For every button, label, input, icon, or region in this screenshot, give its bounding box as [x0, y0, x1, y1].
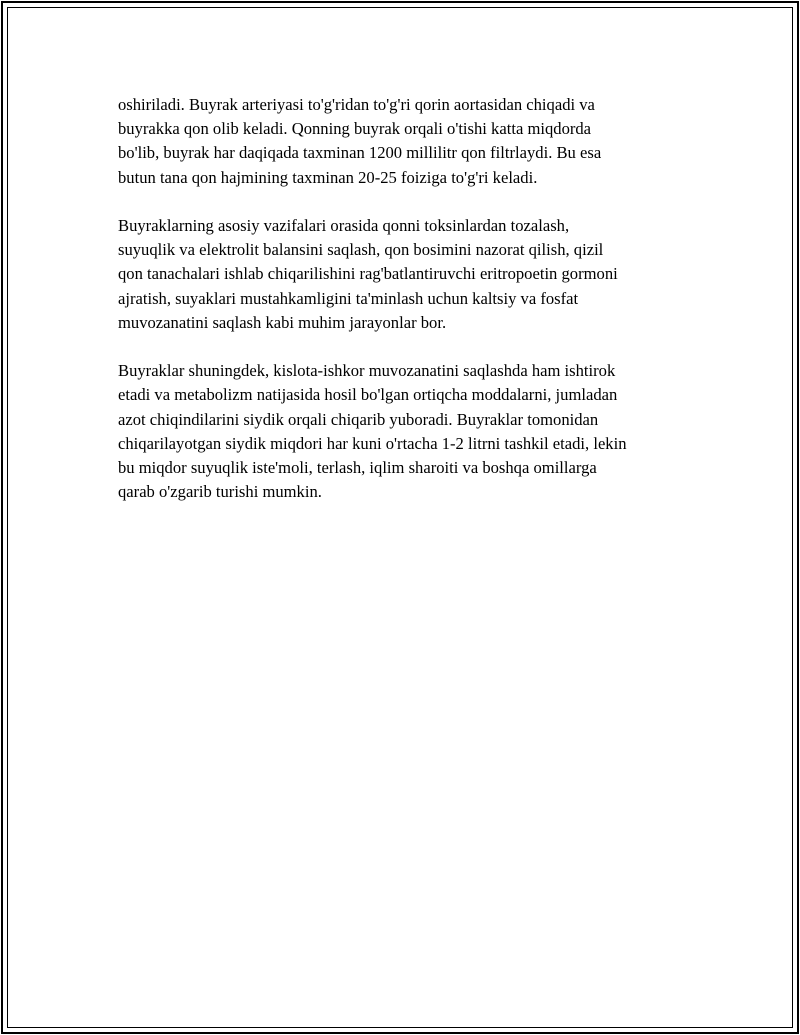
document-body [118, 93, 708, 529]
paragraph-3 [118, 359, 708, 504]
text-line: muvozanatini saqlash kabi muhim jarayonlar bor. [118, 312, 447, 332]
text-line: etadi va metabolizm natijasida hosil bo'lgan ortiqcha moddalarni, jumladan [118, 385, 618, 405]
text-line: qon tanachalari ishlab chiqarilishini rag'batlantiruvchi eritropoetin gormoni [118, 264, 618, 284]
text-line: chiqarilayotgan siydik miqdori har kuni o'rtacha 1-2 litrni tashkil etadi, lekin [118, 433, 627, 453]
text-line: bo'lib, buyrak har daqiqada taxminan 1200 millilitr qon filtrlaydi. Bu esa [118, 143, 602, 163]
text-line: Buyraklar shuningdek, kislota-ishkor muvozanatini saqlashda ham ishtirok [118, 361, 616, 381]
paragraph-1 [118, 93, 708, 190]
text-line: Buyraklarning asosiy vazifalari orasida qonni toksinlardan tozalash, [118, 216, 570, 235]
text-line: buyrakka qon olib keladi. Qonning buyrak orqali o'tishi katta miqdorda [118, 119, 592, 139]
text-line: qarab o'zgarib turishi mumkin. [118, 482, 322, 502]
text-line: bu miqdor suyuqlik iste'moli, terlash, iqlim sharoiti va boshqa omillarga [118, 458, 597, 478]
paragraph-2 [118, 214, 708, 335]
text-line: suyuqlik va elektrolit balansini saqlash, qon bosimini nazorat qilish, qizil [118, 240, 604, 260]
text-line: ajratish, suyaklari mustahkamligini ta'minlash uchun kaltsiy va fosfat [118, 288, 579, 308]
text-line: oshiriladi. Buyrak arteriyasi to'g'ridan to'g'ri qorin aortasidan chiqadi va [118, 95, 595, 114]
text-line: butun tana qon hajmining taxminan 20-25 foiziga to'g'ri keladi. [118, 167, 538, 187]
text-line: azot chiqindilarini siydik orqali chiqarib yuboradi. Buyraklar tomonidan [118, 409, 599, 429]
